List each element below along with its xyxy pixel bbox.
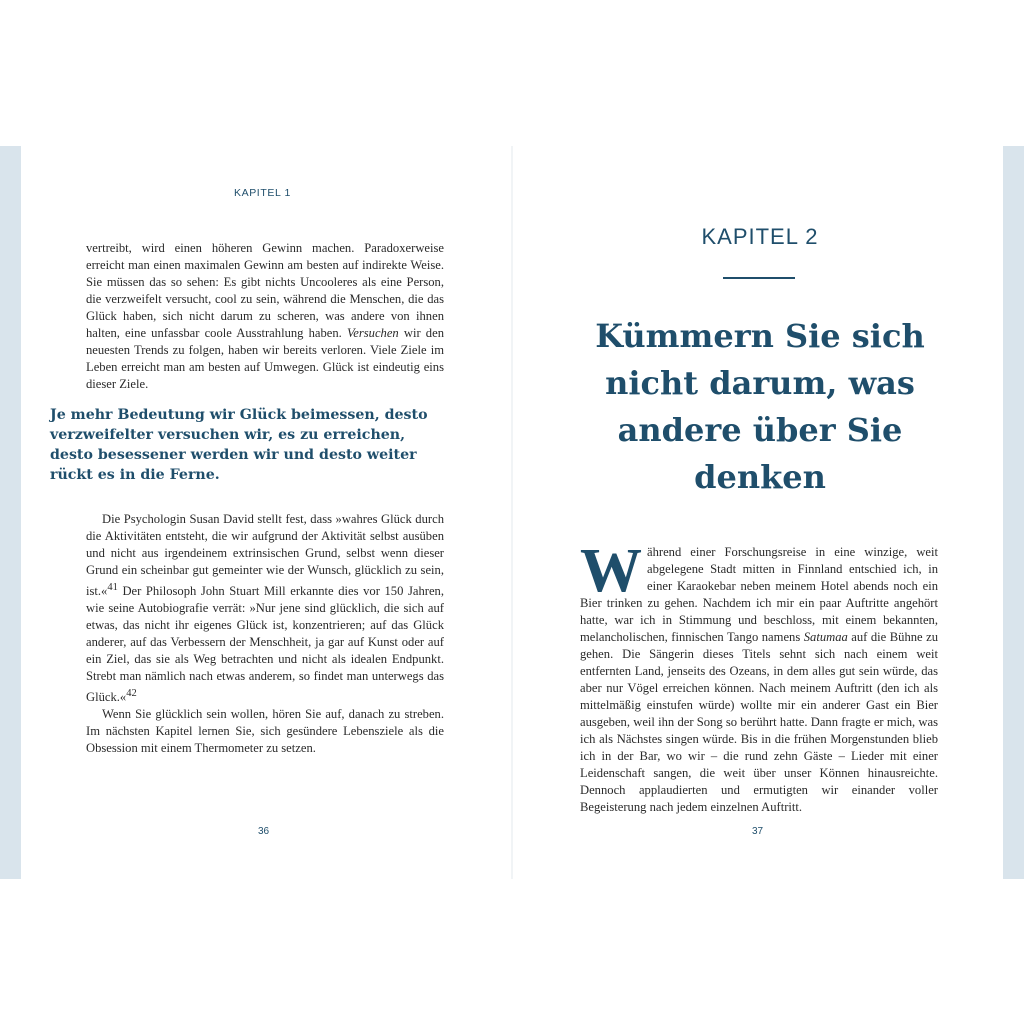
footnote-ref-42: 42 [126,688,137,700]
body-paragraph-2 [86,511,444,706]
footnote-ref-41: 41 [107,582,118,593]
pull-quote: Je mehr Bedeutung wir Glück beimessen, desto verzweifelter versuchen wir, es zu erreichen, desto besessener werden wir und desto weiter rückt es in die Ferne. [50,407,428,483]
chapter-divider [723,277,795,279]
chapter-opening-paragraph [580,537,938,816]
body-section-2 [86,511,444,757]
emphasis-versuchen: Versuchen [346,326,399,340]
body-paragraph-1 [86,240,444,393]
body-paragraph-3: Wenn Sie glücklich sein wollen, hören Sie auf, danach zu streben. Im nächsten Kapitel lernen Sie, sich gesündere Lebensziele als die Obsession mit einem Thermometer zu setzen. [86,707,444,756]
paragraph-2-part-a: Die Psychologin Susan David stellt fest, dass »wahres Glück durch die Aktivitäten entsteht, die wir aufgrund der Aktivität selbst ausüben und nicht aus irgendeinem extrinsischen Grund, selbst wenn dieser Grund ein scheinbar gut gemeinter wie der Wunsch, glücklich zu sein, ist.« [86,512,444,599]
opening-text-b: auf die Bühne zu gehen. Die Sängerin dieses Titels sehnt sich nach einem weit entfernten Land, jenseits des Ozeans, in dem alles gut sein würde, das aber nur Vögel erreichen können. Nach meinem Auftritt (den ich als mittelmäßig einstufen würde) wollte mir ein anderer Gast ein Bier ausgeben, weil ihn der Song so berührt hatte. Dann fragte er mich, was ich als Nächstes singen würde. Bis in die frühen Morgenstunden blieb ich in der Bar, wo wir – die rund zehn Gäste – Lieder mit einer Leidenschaft sangen, die weit über unser Können hinausreichte. Dennoch applaudierten und ermutigten wir einander voller Begeisterung nach jedem einzelnen Auftritt. [580,630,938,814]
running-head: KAPITEL 1 [234,187,291,199]
opening-text-a: ährend einer Forschungsreise in eine winzige, weit abgelegene Stadt mitten in Finnland entschied ich, in einer Karaokebar neben meinem Hotel abends noch ein Bier trinken zu gehen. Nachdem ich mir ein paar Auftritte angehört hatte, war ich in Stimmung und beschloss, mit einem bekannten, melancholischen, finnischen Tango namens [580,545,938,644]
page-edge-left [0,146,21,879]
paragraph-1-end: wir den neuesten Trends zu folgen, haben wir bereits verloren. Viele Ziele im Leben erreicht man am besten auf Umwegen. Glück ist eindeutig eins dieser Ziele. [86,326,444,391]
chapter-title: Kümmern Sie sich nicht darum, was andere über Sie denken [595,317,925,496]
paragraph-2-part-b: Der Philosoph John Stuart Mill erkannte dies vor 150 Jahren, wie seine Autobiografie verrät: »Nur jene sind glücklich, die sich auf etwas, das nicht ihr eigenes Glück ist, konzentrieren; auf das Glück anderer, auf das Verbessern der Menschheit, ja gar auf Kunst oder auf ein Ziel, das sie als Weg betrachten und nicht als idealen Endpunkt. Strebt man nämlich nach etwas anderem, so findet man unterwegs das Glück.« [86,584,444,705]
page-number-right: 37 [752,826,764,837]
page-number-left: 36 [258,826,270,837]
paragraph-1-text: vertreibt, wird einen höheren Gewinn machen. Paradoxerweise erreicht man einen maximalen Gewinn am besten auf indirekte Weise. Sie müssen das so sehen: Es gibt nichts Uncooleres als eine Person, die verzweifelt versucht, cool zu sein, während die Menschen, die das Glück haben, sich nicht darum zu scheren, was andere von ihnen halten, eine unfassbar coole Ausstrahlung haben. [86,241,444,340]
page-edge-right [1003,146,1024,879]
drop-cap: W [580,537,642,605]
book-gutter [511,146,513,879]
song-title: Satumaa [803,630,848,644]
chapter-label: KAPITEL 2 [701,224,819,249]
